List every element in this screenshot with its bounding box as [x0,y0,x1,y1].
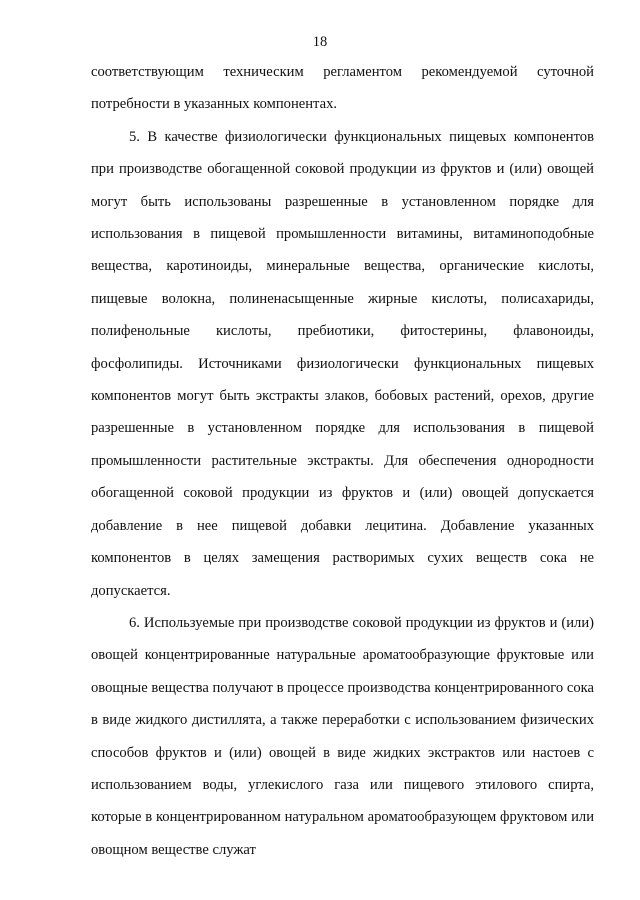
document-body [91,56,594,866]
paragraph-item-5: 5. В качестве физиологически функциональных пищевых компонентов при производстве обогащенной соковой продукции из фруктов и (или) овощей могут быть использованы разрешенные в установленном порядке для использования в пищевой промышленности витамины, витаминоподобные вещества, каротиноиды, минеральные вещества, органические кислоты, пищевые волокна, полиненасыщенные жирные кислоты, полисахариды, полифенольные кислоты, пребиотики, фитостерины, флавоноиды, фосфолипиды. Источниками физиологически функциональных пищевых компонентов могут быть экстракты злаков, бобовых растений, орехов, другие разрешенные в установленном порядке для использования в пищевой промышленности растительные экстракты. Для обеспечения однородности обогащенной соковой продукции из фруктов и (или) овощей допускается добавление в нее пищевой добавки лецитина. Добавление указанных компонентов в целях замещения растворимых сухих веществ сока не допускается. [91,128,594,599]
paragraph-item-6: 6. Используемые при производстве соковой продукции из фруктов и (или) овощей концентрированные натуральные ароматообразующие фруктовые или овощные вещества получают в процессе производства концентрированного сока в виде жидкого дистиллята, а также переработки с использованием физических способов фруктов и (или) овощей в виде жидких экстрактов или настоев с использованием воды, углекислого газа или пищевого этилового спирта, которые в концентрированном натуральном ароматообразующем фруктовом или овощном веществе служат [91,614,594,858]
paragraph-continuation: соответствующим техническим регламентом рекомендуемой суточной потребности в указанных компонентах. [91,64,594,113]
page-number: 18 [312,34,328,50]
